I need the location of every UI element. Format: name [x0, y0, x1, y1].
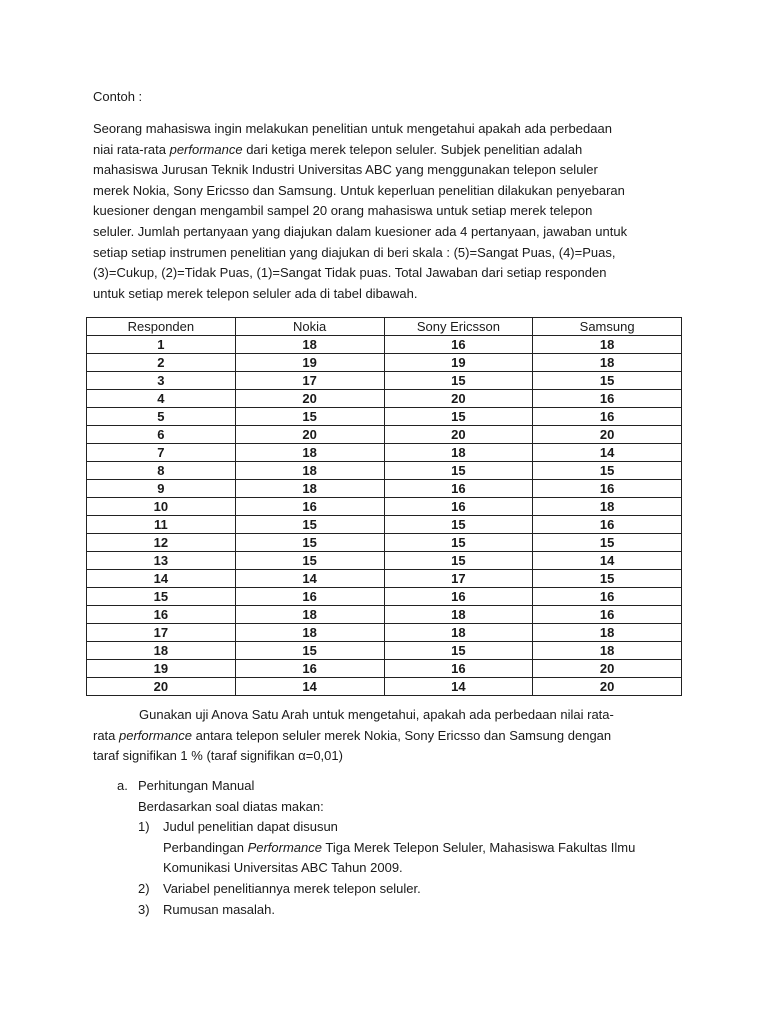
list-item — [138, 900, 635, 921]
list-lead: Berdasarkan soal diatas makan: — [138, 798, 324, 814]
table-body — [87, 336, 682, 696]
cell-responden: 15 — [87, 588, 236, 606]
cell-sony-ericsson: 18 — [384, 444, 533, 462]
cell-sony-ericsson: 15 — [384, 552, 533, 570]
list-item-continuation: Komunikasi Universitas ABC Tahun 2009. — [163, 860, 403, 876]
continuation-text: Tiga Merek Telepon Seluler, Mahasiswa Fakultas Ilmu — [322, 839, 636, 855]
cell-samsung: 14 — [533, 552, 682, 570]
cell-sony-ericsson: 14 — [384, 678, 533, 696]
intro-line: Seorang mahasiswa ingin melakukan penelitian untuk mengetahui apakah ada perbedaan — [93, 121, 612, 136]
instruction-line — [93, 726, 683, 747]
cell-nokia: 15 — [235, 408, 384, 426]
cell-sony-ericsson: 16 — [384, 336, 533, 354]
cell-responden: 6 — [87, 426, 236, 444]
cell-samsung: 18 — [533, 336, 682, 354]
cell-sony-ericsson: 15 — [384, 534, 533, 552]
cell-sony-ericsson: 17 — [384, 570, 533, 588]
cell-samsung: 20 — [533, 660, 682, 678]
cell-samsung: 18 — [533, 624, 682, 642]
cell-samsung: 16 — [533, 408, 682, 426]
responses-table — [86, 317, 682, 696]
cell-responden: 1 — [87, 336, 236, 354]
cell-samsung: 16 — [533, 390, 682, 408]
cell-responden: 5 — [87, 408, 236, 426]
cell-sony-ericsson: 20 — [384, 426, 533, 444]
list-marker: 3) — [138, 901, 150, 917]
intro-text: dari ketiga merek telepon seluler. Subjek penelitian adalah — [242, 141, 583, 157]
table-row — [87, 480, 682, 498]
list-section-a — [117, 776, 635, 920]
cell-samsung: 16 — [533, 516, 682, 534]
cell-nokia: 18 — [235, 444, 384, 462]
table-row — [87, 570, 682, 588]
column-header-responden: Responden — [87, 318, 236, 336]
cell-responden: 2 — [87, 354, 236, 372]
table-row — [87, 444, 682, 462]
cell-samsung: 16 — [533, 480, 682, 498]
column-header-samsung: Samsung — [533, 318, 682, 336]
intro-emphasis: performance — [169, 141, 243, 157]
cell-nokia: 18 — [235, 480, 384, 498]
intro-line: untuk setiap merek telepon seluler ada di tabel dibawah. — [93, 285, 418, 301]
cell-responden: 14 — [87, 570, 236, 588]
cell-sony-ericsson: 15 — [384, 372, 533, 390]
instruction-line: Gunakan uji Anova Satu Arah untuk mengetahui, apakah ada perbedaan nilai rata- — [139, 707, 614, 722]
cell-nokia: 16 — [235, 660, 384, 678]
cell-nokia: 18 — [235, 336, 384, 354]
list-item — [138, 817, 635, 838]
table-row — [87, 678, 682, 696]
cell-responden: 20 — [87, 678, 236, 696]
cell-samsung: 15 — [533, 462, 682, 480]
list-item-continuation — [163, 838, 635, 859]
cell-sony-ericsson: 15 — [384, 408, 533, 426]
cell-samsung: 20 — [533, 426, 682, 444]
cell-nokia: 14 — [235, 570, 384, 588]
intro-line: merek Nokia, Sony Ericsso dan Samsung. Untuk keperluan penelitian dilakukan penyebaran — [93, 182, 625, 198]
cell-responden: 3 — [87, 372, 236, 390]
cell-nokia: 15 — [235, 534, 384, 552]
list-item-a — [117, 776, 635, 797]
intro-text: niai rata-rata — [93, 141, 170, 157]
intro-line: seluler. Jumlah pertanyaan yang diajukan dalam kuesioner ada 4 pertanyaan, jawaban untuk — [93, 223, 628, 239]
cell-responden: 13 — [87, 552, 236, 570]
list-item-title: Perhitungan Manual — [138, 778, 255, 793]
cell-nokia: 16 — [235, 498, 384, 516]
list-item — [138, 879, 635, 900]
cell-nokia: 15 — [235, 642, 384, 660]
cell-nokia: 14 — [235, 678, 384, 696]
intro-line: kuesioner dengan mengambil sampel 20 orang mahasiswa untuk setiap merek telepon — [93, 203, 593, 219]
instruction-emphasis: performance — [119, 727, 192, 743]
cell-nokia: 18 — [235, 462, 384, 480]
table-row — [87, 534, 682, 552]
list-marker: a. — [117, 778, 128, 793]
cell-samsung: 18 — [533, 498, 682, 516]
cell-samsung: 15 — [533, 534, 682, 552]
cell-nokia: 20 — [235, 390, 384, 408]
cell-samsung: 14 — [533, 444, 682, 462]
table-row — [87, 426, 682, 444]
cell-samsung: 18 — [533, 642, 682, 660]
table-row — [87, 408, 682, 426]
cell-sony-ericsson: 15 — [384, 642, 533, 660]
cell-samsung: 15 — [533, 570, 682, 588]
cell-samsung: 16 — [533, 606, 682, 624]
cell-sony-ericsson: 19 — [384, 354, 533, 372]
intro-line: mahasiswa Jurusan Teknik Industri Universitas ABC yang menggunakan telepon seluler — [93, 162, 598, 178]
table-row — [87, 642, 682, 660]
cell-responden: 10 — [87, 498, 236, 516]
intro-line — [93, 140, 683, 161]
cell-sony-ericsson: 16 — [384, 498, 533, 516]
table-row — [87, 588, 682, 606]
continuation-emphasis: Performance — [247, 839, 322, 855]
cell-nokia: 20 — [235, 426, 384, 444]
table-row — [87, 624, 682, 642]
cell-responden: 8 — [87, 462, 236, 480]
continuation-text: Perbandingan — [163, 839, 248, 855]
cell-nokia: 18 — [235, 624, 384, 642]
cell-samsung: 16 — [533, 588, 682, 606]
intro-line: setiap setiap instrumen penelitian yang diajukan di beri skala : (5)=Sangat Puas, (4)=Puas, — [93, 244, 616, 260]
table-row — [87, 390, 682, 408]
cell-nokia: 18 — [235, 606, 384, 624]
intro-paragraph — [93, 119, 683, 304]
cell-sony-ericsson: 18 — [384, 624, 533, 642]
table-row — [87, 498, 682, 516]
cell-sony-ericsson: 20 — [384, 390, 533, 408]
column-header-nokia: Nokia — [235, 318, 384, 336]
cell-sony-ericsson: 16 — [384, 480, 533, 498]
cell-nokia: 15 — [235, 552, 384, 570]
table-row — [87, 372, 682, 390]
cell-nokia: 16 — [235, 588, 384, 606]
table-row — [87, 552, 682, 570]
cell-samsung: 15 — [533, 372, 682, 390]
cell-sony-ericsson: 16 — [384, 660, 533, 678]
heading: Contoh : — [93, 89, 143, 104]
cell-responden: 4 — [87, 390, 236, 408]
list-marker: 2) — [138, 880, 150, 896]
cell-responden: 17 — [87, 624, 236, 642]
table-row — [87, 516, 682, 534]
cell-responden: 9 — [87, 480, 236, 498]
table-row — [87, 336, 682, 354]
list-item-text: Rumusan masalah. — [163, 901, 275, 917]
table-row — [87, 606, 682, 624]
table-header-row — [87, 318, 682, 336]
cell-sony-ericsson: 15 — [384, 516, 533, 534]
table-row — [87, 660, 682, 678]
instruction-text: antara telepon seluler merek Nokia, Sony Ericsso dan Samsung dengan — [192, 727, 612, 743]
table-row — [87, 462, 682, 480]
cell-responden: 18 — [87, 642, 236, 660]
table-row — [87, 354, 682, 372]
intro-line: (3)=Cukup, (2)=Tidak Puas, (1)=Sangat Tidak puas. Total Jawaban dari setiap responden — [93, 265, 607, 281]
cell-sony-ericsson: 16 — [384, 588, 533, 606]
cell-nokia: 19 — [235, 354, 384, 372]
cell-responden: 12 — [87, 534, 236, 552]
cell-responden: 16 — [87, 606, 236, 624]
list-marker: 1) — [138, 819, 150, 835]
cell-responden: 7 — [87, 444, 236, 462]
instruction-paragraph — [93, 705, 683, 767]
list-item-text: Variabel penelitiannya merek telepon seluler. — [163, 880, 421, 896]
cell-samsung: 18 — [533, 354, 682, 372]
cell-nokia: 15 — [235, 516, 384, 534]
list-a-content — [138, 797, 635, 921]
cell-sony-ericsson: 15 — [384, 462, 533, 480]
instruction-line: taraf signifikan 1 % (taraf signifikan α=0,01) — [93, 748, 343, 764]
cell-responden: 11 — [87, 516, 236, 534]
list-item-text: Judul penelitian dapat disusun — [163, 819, 338, 835]
cell-responden: 19 — [87, 660, 236, 678]
instruction-text: rata — [93, 727, 120, 743]
cell-sony-ericsson: 18 — [384, 606, 533, 624]
column-header-sony-ericsson: Sony Ericsson — [384, 318, 533, 336]
cell-nokia: 17 — [235, 372, 384, 390]
cell-samsung: 20 — [533, 678, 682, 696]
